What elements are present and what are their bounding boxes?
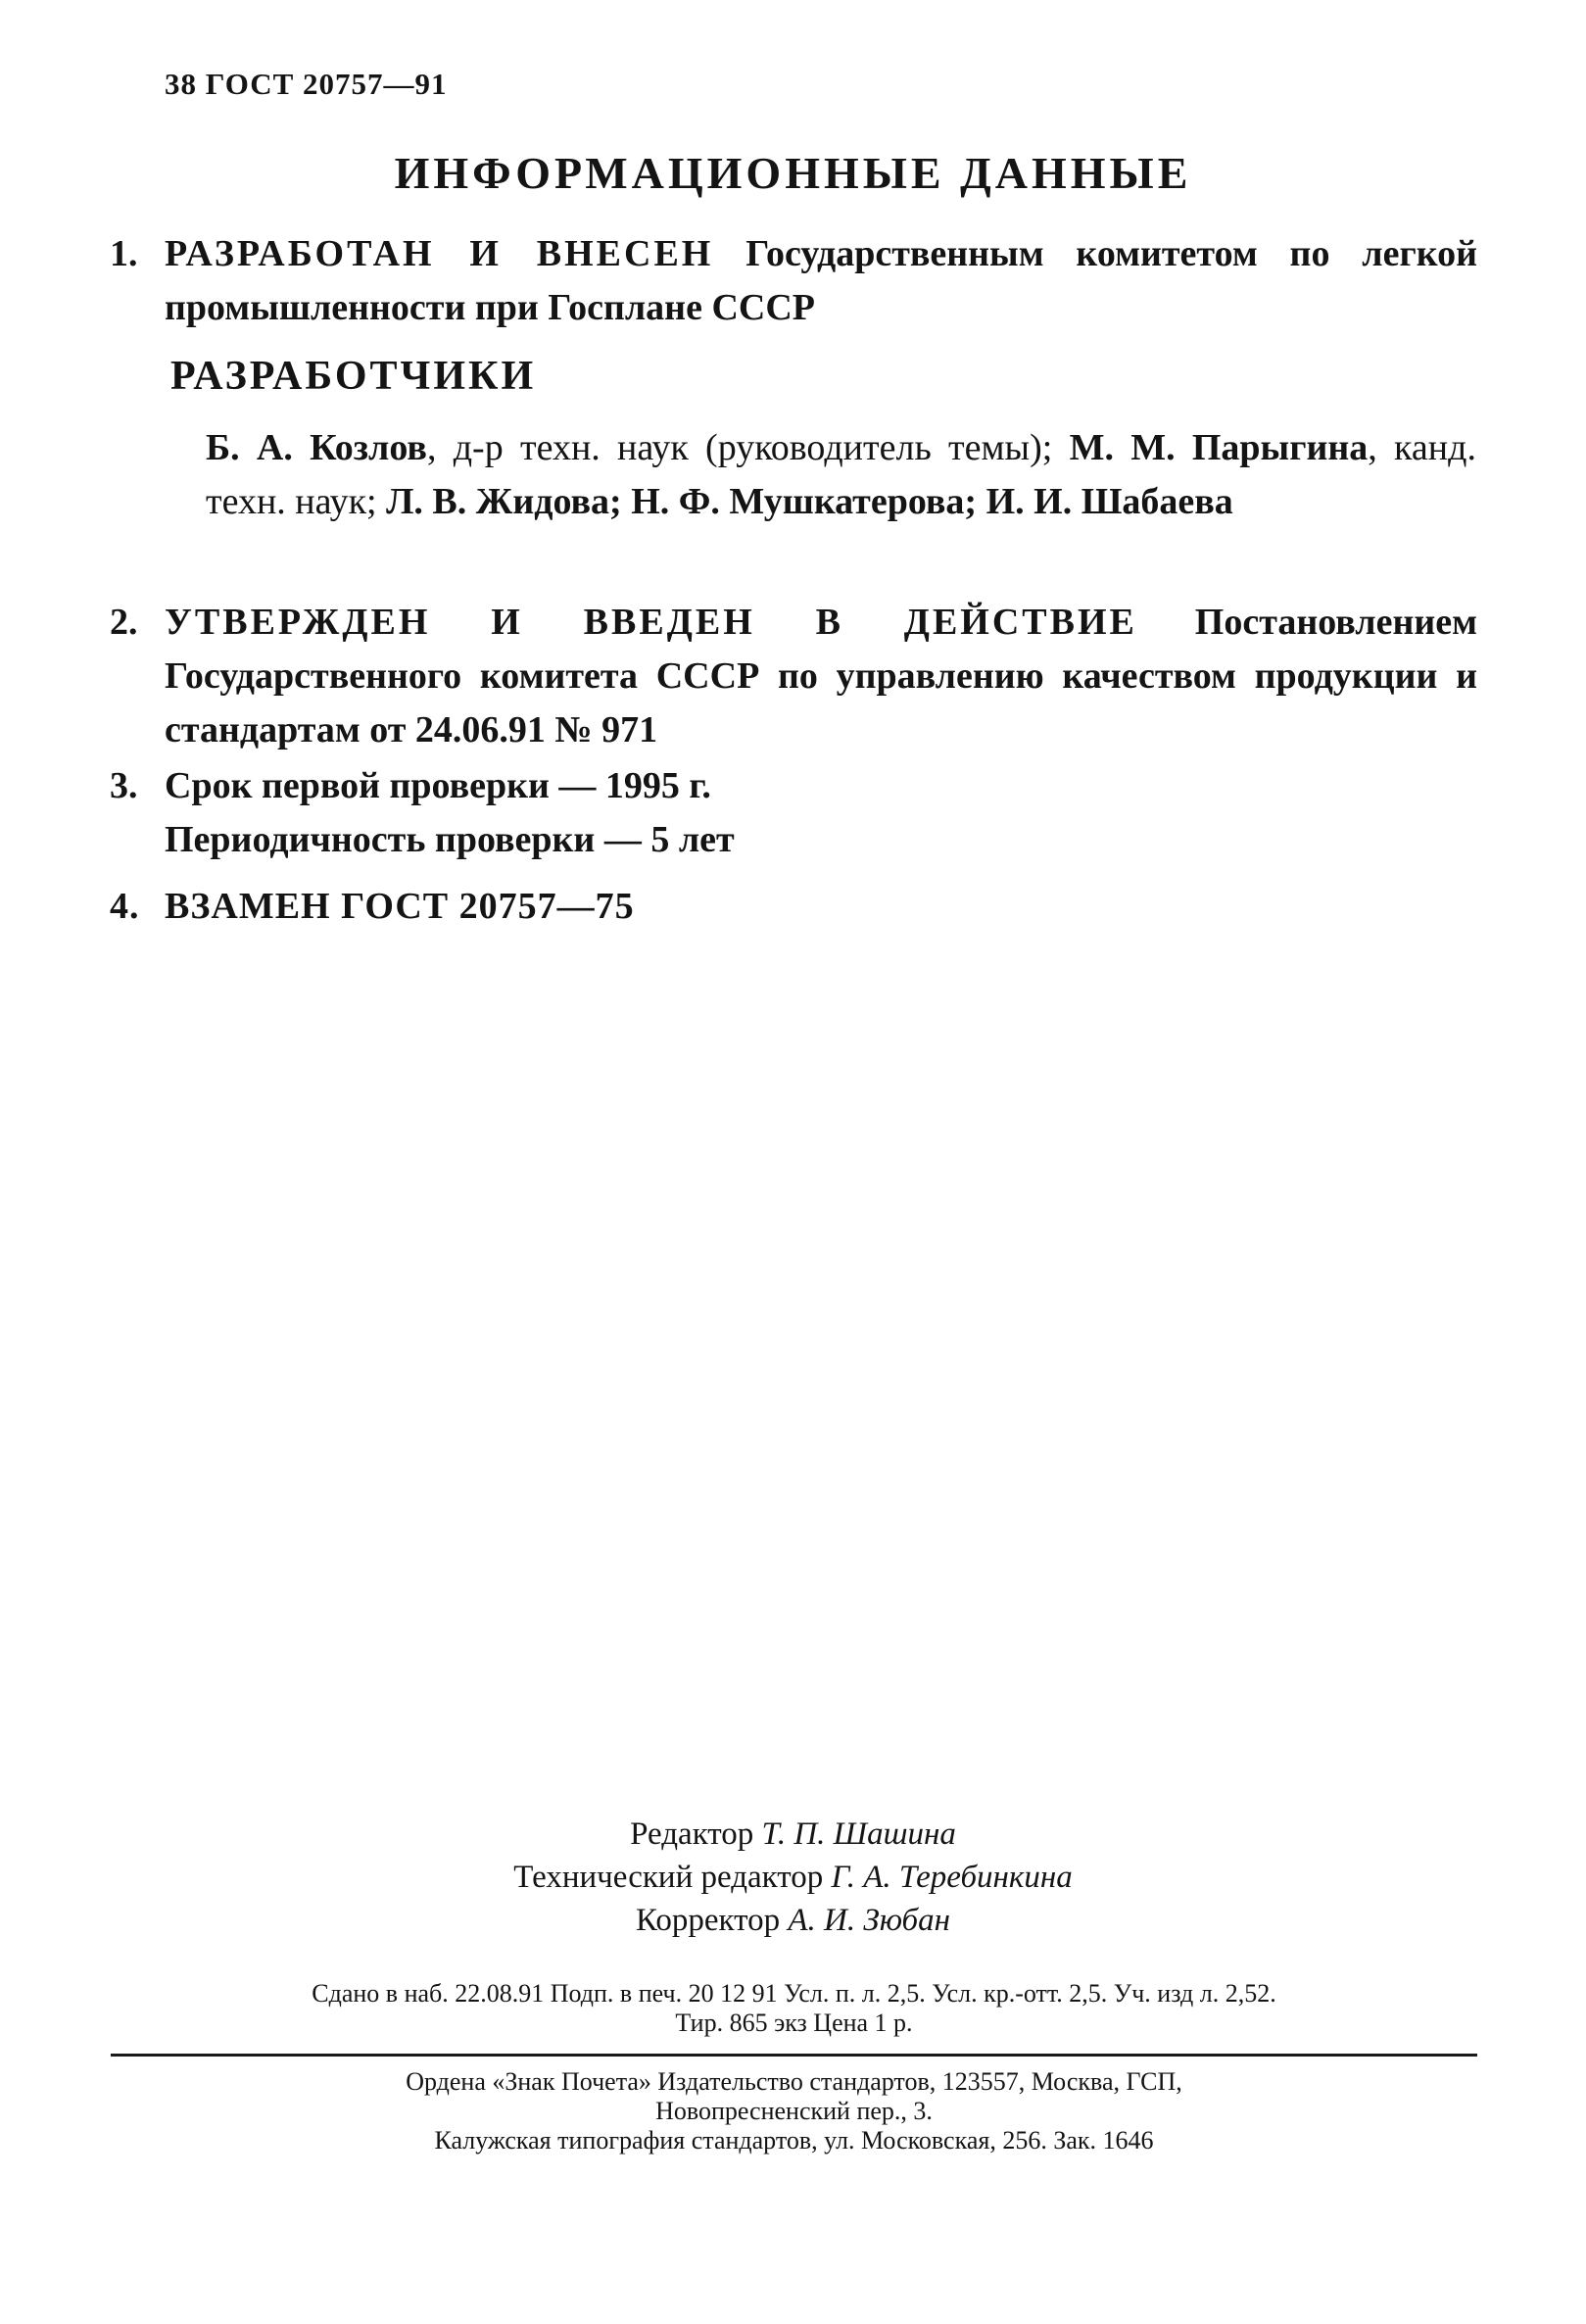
item-lead: УТВЕРЖДЕН И ВВЕДЕН В ДЕЙСТВИЕ [165, 602, 1137, 643]
first-review-line: Срок первой проверки — 1995 г. [165, 765, 711, 806]
item-lead: РАЗРАБОТАН И ВНЕСЕН [165, 233, 714, 274]
proofreader-label: Корректор [636, 1903, 781, 1938]
item-text: ВЗАМЕН ГОСТ 20757—75 [165, 886, 635, 927]
developer-title: ; [964, 481, 986, 522]
developer-name: Н. Ф. Мушкатерова [631, 481, 965, 522]
review-period-line: Периодичность проверки — 5 лет [165, 819, 735, 860]
item-text: Государственным комитетом по легкой промышленности при Госплане СССР [165, 233, 1477, 328]
item-approved [110, 596, 1478, 757]
developers-list [206, 421, 1476, 529]
tech-editor-line [0, 1856, 1586, 1899]
tech-editor-name: Г. А. Теребинкина [831, 1860, 1073, 1895]
proofreader-line [0, 1899, 1586, 1942]
item-review-terms [110, 759, 1477, 867]
item-developed-by [110, 227, 1477, 335]
imprint-line: Тир. 865 экз Цена 1 р. [675, 2009, 913, 2037]
editor-label: Редактор [630, 1816, 754, 1852]
credits-block [0, 1813, 1586, 1942]
publisher-block [111, 2067, 1477, 2155]
developer-name: Л. В. Жидова [386, 481, 610, 522]
editor-line [0, 1813, 1586, 1856]
developer-title: , канд. техн. наук; [206, 427, 1476, 522]
imprint-line: Сдано в наб. 22.08.91 Подп. в печ. 20 12 91 Усл. п. л. 2,5. Усл. кр.-отт. 2,5. Уч. изд л. 2,52. [312, 1979, 1276, 2008]
item-number: 2. [110, 602, 138, 643]
proofreader-name: А. И. Зюбан [788, 1903, 950, 1938]
developer-name: Б. А. Козлов [206, 427, 427, 468]
imprint-block [111, 1979, 1477, 2038]
developer-name: М. М. Парыгина [1069, 427, 1369, 468]
developer-name: И. И. Шабаева [985, 481, 1233, 522]
page-title: ИНФОРМАЦИОННЫЕ ДАННЫЕ [394, 148, 1192, 198]
item-replaces [110, 880, 1477, 934]
publisher-line: Новопресненский пер., 3. [655, 2097, 933, 2125]
developer-title: , д-р техн. наук (руководитель темы); [426, 427, 1070, 468]
divider [111, 2054, 1477, 2057]
item-number: 3. [110, 765, 138, 806]
developer-title: ; [609, 481, 632, 522]
publisher-line: Калужская типография стандартов, ул. Московская, 256. Зак. 1646 [434, 2126, 1154, 2155]
page-header: 38 ГОСТ 20757—91 [165, 67, 448, 101]
item-number: 4. [110, 886, 140, 927]
tech-editor-label: Технический редактор [513, 1860, 824, 1895]
item-number: 1. [110, 233, 138, 274]
item-text: Постановлением Государственного комитета СССР по управлению качеством продукции и стандартам от 24.06.91 № 971 [165, 602, 1478, 750]
editor-name: Т. П. Шашина [761, 1816, 956, 1852]
developers-heading: РАЗРАБОТЧИКИ [170, 354, 537, 399]
publisher-line: Ордена «Знак Почета» Издательство стандартов, 123557, Москва, ГСП, [406, 2067, 1182, 2096]
